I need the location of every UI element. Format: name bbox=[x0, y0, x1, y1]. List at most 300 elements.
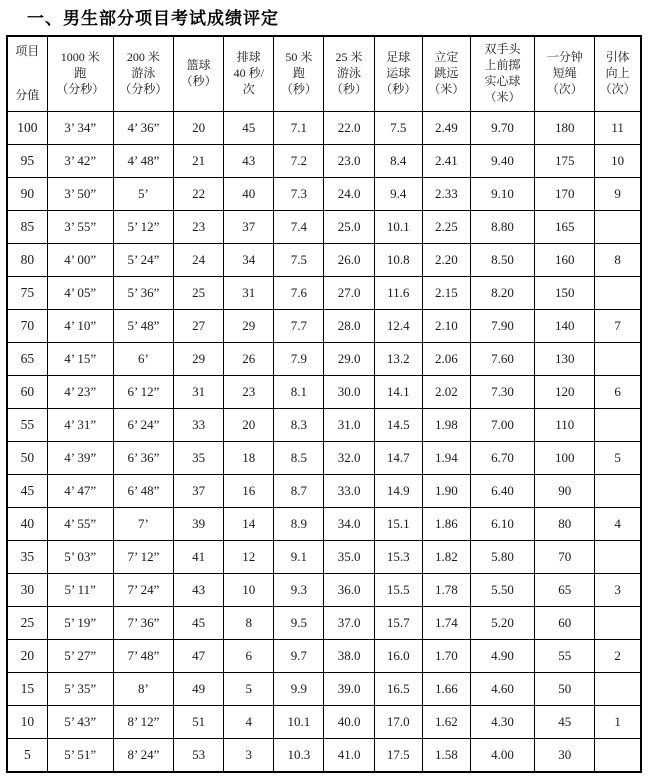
cell-run-1000m: 4’ 55” bbox=[47, 508, 113, 541]
cell-volleyball-40s: 37 bbox=[224, 211, 274, 244]
cell-volleyball-40s: 23 bbox=[224, 376, 274, 409]
column-header-line: （秒） bbox=[331, 81, 368, 96]
score-value: 15 bbox=[7, 673, 47, 706]
cell-run-1000m: 4’ 39” bbox=[47, 442, 113, 475]
cell-basketball: 35 bbox=[174, 442, 224, 475]
score-value: 80 bbox=[7, 244, 47, 277]
cell-pull-ups bbox=[595, 343, 641, 376]
cell-swim-200m: 7’ 12” bbox=[113, 541, 173, 574]
cell-swim-200m: 5’ 48” bbox=[113, 310, 173, 343]
cell-medicine-ball: 8.80 bbox=[470, 211, 534, 244]
cell-basketball: 47 bbox=[174, 640, 224, 673]
table-row bbox=[7, 574, 641, 607]
column-header-line: 次 bbox=[242, 81, 255, 96]
column-header-line: （次） bbox=[599, 81, 636, 96]
cell-football-dribble: 12.4 bbox=[374, 310, 422, 343]
cell-standing-jump: 1.62 bbox=[422, 706, 470, 739]
cell-medicine-ball: 9.70 bbox=[470, 112, 534, 145]
cell-pull-ups: 6 bbox=[595, 376, 641, 409]
cell-standing-jump: 1.70 bbox=[422, 640, 470, 673]
cell-standing-jump: 1.94 bbox=[422, 442, 470, 475]
table-row bbox=[7, 211, 641, 244]
cell-football-dribble: 14.7 bbox=[374, 442, 422, 475]
cell-basketball: 25 bbox=[174, 277, 224, 310]
cell-standing-jump: 2.33 bbox=[422, 178, 470, 211]
column-header-line: 40 秒/ bbox=[233, 66, 264, 81]
cell-medicine-ball: 7.60 bbox=[470, 343, 534, 376]
cell-run-50m: 7.3 bbox=[274, 178, 324, 211]
score-value: 95 bbox=[7, 145, 47, 178]
cell-volleyball-40s: 8 bbox=[224, 607, 274, 640]
table-row bbox=[7, 442, 641, 475]
column-header-football-dribble bbox=[374, 36, 422, 112]
cell-medicine-ball: 8.50 bbox=[470, 244, 534, 277]
cell-rope-1min: 70 bbox=[535, 541, 595, 574]
cell-swim-25m: 38.0 bbox=[324, 640, 374, 673]
cell-football-dribble: 8.4 bbox=[374, 145, 422, 178]
cell-football-dribble: 15.7 bbox=[374, 607, 422, 640]
cell-volleyball-40s: 10 bbox=[224, 574, 274, 607]
cell-standing-jump: 2.25 bbox=[422, 211, 470, 244]
cell-run-1000m: 5’ 11” bbox=[47, 574, 113, 607]
cell-swim-25m: 36.0 bbox=[324, 574, 374, 607]
cell-rope-1min: 110 bbox=[535, 409, 595, 442]
column-header-line: 1000 米 bbox=[60, 50, 100, 65]
table-row bbox=[7, 739, 641, 773]
cell-run-50m: 10.1 bbox=[274, 706, 324, 739]
score-value: 30 bbox=[7, 574, 47, 607]
cell-run-50m: 8.5 bbox=[274, 442, 324, 475]
cell-basketball: 24 bbox=[174, 244, 224, 277]
column-header-line: 实心球 bbox=[484, 74, 521, 88]
cell-basketball: 27 bbox=[174, 310, 224, 343]
cell-standing-jump: 2.06 bbox=[422, 343, 470, 376]
cell-medicine-ball: 7.00 bbox=[470, 409, 534, 442]
table-row bbox=[7, 706, 641, 739]
cell-medicine-ball: 6.40 bbox=[470, 475, 534, 508]
cell-run-1000m: 4’ 47” bbox=[47, 475, 113, 508]
cell-run-50m: 8.3 bbox=[274, 409, 324, 442]
column-header-line: 立定 bbox=[434, 50, 459, 65]
cell-run-1000m: 5’ 35” bbox=[47, 673, 113, 706]
cell-swim-25m: 24.0 bbox=[324, 178, 374, 211]
column-header-medicine-ball bbox=[470, 36, 534, 112]
cell-football-dribble: 13.2 bbox=[374, 343, 422, 376]
column-header-line: 25 米 bbox=[335, 50, 363, 65]
cell-volleyball-40s: 43 bbox=[224, 145, 274, 178]
cell-rope-1min: 65 bbox=[535, 574, 595, 607]
cell-basketball: 43 bbox=[174, 574, 224, 607]
cell-pull-ups: 9 bbox=[595, 178, 641, 211]
cell-football-dribble: 10.8 bbox=[374, 244, 422, 277]
column-header-rope-1min bbox=[535, 36, 595, 112]
column-header-basketball bbox=[174, 36, 224, 112]
cell-medicine-ball: 7.90 bbox=[470, 310, 534, 343]
column-header-line: 200 米 bbox=[126, 50, 160, 65]
table-row bbox=[7, 376, 641, 409]
cell-football-dribble: 15.1 bbox=[374, 508, 422, 541]
score-table bbox=[6, 35, 642, 773]
cell-run-1000m: 4’ 05” bbox=[47, 277, 113, 310]
corner-cell bbox=[7, 36, 47, 112]
cell-swim-200m: 6’ 48” bbox=[113, 475, 173, 508]
cell-standing-jump: 2.49 bbox=[422, 112, 470, 145]
cell-rope-1min: 170 bbox=[535, 178, 595, 211]
column-header-line: 游泳 bbox=[337, 66, 362, 81]
cell-volleyball-40s: 40 bbox=[224, 178, 274, 211]
cell-rope-1min: 180 bbox=[535, 112, 595, 145]
cell-medicine-ball: 4.30 bbox=[470, 706, 534, 739]
column-header-line: 运球 bbox=[386, 66, 411, 81]
cell-volleyball-40s: 26 bbox=[224, 343, 274, 376]
cell-rope-1min: 165 bbox=[535, 211, 595, 244]
column-header-line: （分秒） bbox=[56, 81, 105, 96]
cell-pull-ups bbox=[595, 277, 641, 310]
column-header-line: （米） bbox=[484, 89, 521, 104]
cell-rope-1min: 140 bbox=[535, 310, 595, 343]
cell-volleyball-40s: 31 bbox=[224, 277, 274, 310]
cell-pull-ups: 1 bbox=[595, 706, 641, 739]
column-header-line: （秒） bbox=[280, 81, 317, 96]
score-value: 20 bbox=[7, 640, 47, 673]
score-value: 90 bbox=[7, 178, 47, 211]
cell-run-50m: 9.3 bbox=[274, 574, 324, 607]
cell-pull-ups bbox=[595, 211, 641, 244]
cell-run-50m: 8.1 bbox=[274, 376, 324, 409]
cell-basketball: 41 bbox=[174, 541, 224, 574]
cell-volleyball-40s: 12 bbox=[224, 541, 274, 574]
cell-football-dribble: 9.4 bbox=[374, 178, 422, 211]
column-header-line: 一分钟 bbox=[546, 50, 583, 65]
cell-basketball: 31 bbox=[174, 376, 224, 409]
cell-basketball: 33 bbox=[174, 409, 224, 442]
cell-run-50m: 10.3 bbox=[274, 739, 324, 773]
cell-football-dribble: 14.1 bbox=[374, 376, 422, 409]
score-value: 65 bbox=[7, 343, 47, 376]
cell-swim-25m: 33.0 bbox=[324, 475, 374, 508]
cell-medicine-ball: 5.50 bbox=[470, 574, 534, 607]
cell-run-1000m: 4’ 10” bbox=[47, 310, 113, 343]
score-value: 5 bbox=[7, 739, 47, 773]
cell-rope-1min: 175 bbox=[535, 145, 595, 178]
column-header-line: 排球 bbox=[236, 50, 261, 65]
cell-swim-200m: 7’ 24” bbox=[113, 574, 173, 607]
cell-medicine-ball: 4.60 bbox=[470, 673, 534, 706]
column-header-line: （分秒） bbox=[119, 81, 168, 96]
cell-standing-jump: 1.58 bbox=[422, 739, 470, 773]
column-header-line: （次） bbox=[546, 81, 583, 96]
table-row bbox=[7, 409, 641, 442]
cell-basketball: 53 bbox=[174, 739, 224, 773]
cell-swim-200m: 8’ bbox=[113, 673, 173, 706]
cell-volleyball-40s: 45 bbox=[224, 112, 274, 145]
cell-pull-ups bbox=[595, 409, 641, 442]
cell-swim-200m: 5’ 36” bbox=[113, 277, 173, 310]
cell-basketball: 51 bbox=[174, 706, 224, 739]
cell-football-dribble: 17.5 bbox=[374, 739, 422, 773]
corner-item-label: 项目 bbox=[15, 44, 40, 58]
cell-swim-25m: 31.0 bbox=[324, 409, 374, 442]
cell-swim-25m: 32.0 bbox=[324, 442, 374, 475]
cell-pull-ups bbox=[595, 541, 641, 574]
cell-medicine-ball: 9.10 bbox=[470, 178, 534, 211]
column-header-line: 引体 bbox=[605, 50, 630, 65]
cell-swim-200m: 6’ 12” bbox=[113, 376, 173, 409]
column-header-line: 向上 bbox=[605, 66, 630, 81]
cell-rope-1min: 80 bbox=[535, 508, 595, 541]
cell-run-1000m: 5’ 51” bbox=[47, 739, 113, 773]
cell-pull-ups bbox=[595, 673, 641, 706]
cell-swim-200m: 6’ bbox=[113, 343, 173, 376]
cell-run-1000m: 3’ 42” bbox=[47, 145, 113, 178]
cell-run-50m: 7.6 bbox=[274, 277, 324, 310]
cell-rope-1min: 150 bbox=[535, 277, 595, 310]
cell-volleyball-40s: 29 bbox=[224, 310, 274, 343]
cell-football-dribble: 16.5 bbox=[374, 673, 422, 706]
cell-rope-1min: 55 bbox=[535, 640, 595, 673]
table-row bbox=[7, 508, 641, 541]
cell-pull-ups: 10 bbox=[595, 145, 641, 178]
cell-medicine-ball: 4.00 bbox=[470, 739, 534, 773]
cell-volleyball-40s: 14 bbox=[224, 508, 274, 541]
cell-swim-25m: 26.0 bbox=[324, 244, 374, 277]
cell-run-1000m: 4’ 23” bbox=[47, 376, 113, 409]
cell-standing-jump: 1.74 bbox=[422, 607, 470, 640]
cell-football-dribble: 7.5 bbox=[374, 112, 422, 145]
cell-medicine-ball: 5.20 bbox=[470, 607, 534, 640]
cell-swim-200m: 6’ 36” bbox=[113, 442, 173, 475]
column-header-line: 篮球 bbox=[186, 58, 211, 73]
cell-run-50m: 8.9 bbox=[274, 508, 324, 541]
cell-rope-1min: 120 bbox=[535, 376, 595, 409]
cell-run-1000m: 3’ 50” bbox=[47, 178, 113, 211]
cell-rope-1min: 30 bbox=[535, 739, 595, 773]
cell-swim-200m: 7’ 48” bbox=[113, 640, 173, 673]
cell-pull-ups: 2 bbox=[595, 640, 641, 673]
cell-standing-jump: 1.78 bbox=[422, 574, 470, 607]
score-value: 50 bbox=[7, 442, 47, 475]
page-title: 一、男生部分项目考试成绩评定 bbox=[27, 9, 279, 29]
cell-standing-jump: 2.15 bbox=[422, 277, 470, 310]
cell-swim-200m: 8’ 24” bbox=[113, 739, 173, 773]
cell-basketball: 22 bbox=[174, 178, 224, 211]
cell-swim-25m: 37.0 bbox=[324, 607, 374, 640]
cell-pull-ups bbox=[595, 475, 641, 508]
column-header-line: 50 米 bbox=[285, 50, 313, 65]
cell-basketball: 45 bbox=[174, 607, 224, 640]
cell-swim-25m: 23.0 bbox=[324, 145, 374, 178]
cell-standing-jump: 1.98 bbox=[422, 409, 470, 442]
table-row bbox=[7, 310, 641, 343]
column-header-line: （米） bbox=[428, 81, 465, 96]
cell-swim-200m: 5’ 12” bbox=[113, 211, 173, 244]
column-header-run-1000m bbox=[47, 36, 113, 112]
cell-swim-25m: 34.0 bbox=[324, 508, 374, 541]
cell-pull-ups bbox=[595, 607, 641, 640]
cell-standing-jump: 2.10 bbox=[422, 310, 470, 343]
cell-standing-jump: 2.02 bbox=[422, 376, 470, 409]
cell-volleyball-40s: 6 bbox=[224, 640, 274, 673]
table-row bbox=[7, 343, 641, 376]
score-value: 55 bbox=[7, 409, 47, 442]
cell-run-1000m: 4’ 00” bbox=[47, 244, 113, 277]
cell-volleyball-40s: 20 bbox=[224, 409, 274, 442]
column-header-line: 足球 bbox=[386, 50, 411, 65]
cell-run-50m: 7.7 bbox=[274, 310, 324, 343]
cell-run-50m: 9.9 bbox=[274, 673, 324, 706]
column-header-line: 双手头 bbox=[484, 42, 521, 57]
cell-pull-ups: 3 bbox=[595, 574, 641, 607]
cell-swim-200m: 8’ 12” bbox=[113, 706, 173, 739]
cell-swim-25m: 41.0 bbox=[324, 739, 374, 773]
column-header-swim-25m bbox=[324, 36, 374, 112]
column-header-standing-jump bbox=[422, 36, 470, 112]
cell-volleyball-40s: 34 bbox=[224, 244, 274, 277]
cell-rope-1min: 60 bbox=[535, 607, 595, 640]
cell-football-dribble: 16.0 bbox=[374, 640, 422, 673]
column-header-line: （秒） bbox=[380, 81, 417, 96]
cell-run-50m: 7.5 bbox=[274, 244, 324, 277]
cell-football-dribble: 15.3 bbox=[374, 541, 422, 574]
cell-standing-jump: 1.66 bbox=[422, 673, 470, 706]
cell-run-1000m: 5’ 43” bbox=[47, 706, 113, 739]
cell-run-50m: 9.7 bbox=[274, 640, 324, 673]
cell-pull-ups bbox=[595, 739, 641, 773]
cell-swim-200m: 5’ 24” bbox=[113, 244, 173, 277]
score-value: 25 bbox=[7, 607, 47, 640]
header-row bbox=[7, 36, 641, 112]
cell-run-50m: 9.5 bbox=[274, 607, 324, 640]
cell-standing-jump: 1.82 bbox=[422, 541, 470, 574]
cell-rope-1min: 90 bbox=[535, 475, 595, 508]
cell-standing-jump: 2.20 bbox=[422, 244, 470, 277]
cell-run-50m: 8.7 bbox=[274, 475, 324, 508]
column-header-line: 游泳 bbox=[131, 66, 156, 81]
table-row bbox=[7, 277, 641, 310]
cell-medicine-ball: 8.20 bbox=[470, 277, 534, 310]
score-value: 70 bbox=[7, 310, 47, 343]
cell-swim-25m: 29.0 bbox=[324, 343, 374, 376]
cell-run-1000m: 4’ 31” bbox=[47, 409, 113, 442]
cell-volleyball-40s: 4 bbox=[224, 706, 274, 739]
cell-swim-200m: 7’ 36” bbox=[113, 607, 173, 640]
cell-run-1000m: 3’ 34” bbox=[47, 112, 113, 145]
table-row bbox=[7, 178, 641, 211]
table-row bbox=[7, 475, 641, 508]
cell-run-50m: 7.1 bbox=[274, 112, 324, 145]
cell-swim-200m: 6’ 24” bbox=[113, 409, 173, 442]
cell-run-1000m: 5’ 03” bbox=[47, 541, 113, 574]
cell-swim-200m: 4’ 48” bbox=[113, 145, 173, 178]
cell-medicine-ball: 4.90 bbox=[470, 640, 534, 673]
column-header-volleyball-40s bbox=[224, 36, 274, 112]
cell-run-50m: 7.4 bbox=[274, 211, 324, 244]
cell-rope-1min: 160 bbox=[535, 244, 595, 277]
score-value: 45 bbox=[7, 475, 47, 508]
cell-football-dribble: 17.0 bbox=[374, 706, 422, 739]
table-row bbox=[7, 112, 641, 145]
cell-volleyball-40s: 18 bbox=[224, 442, 274, 475]
cell-basketball: 21 bbox=[174, 145, 224, 178]
table-row bbox=[7, 145, 641, 178]
cell-standing-jump: 1.86 bbox=[422, 508, 470, 541]
cell-rope-1min: 45 bbox=[535, 706, 595, 739]
column-header-pull-ups bbox=[595, 36, 641, 112]
cell-football-dribble: 15.5 bbox=[374, 574, 422, 607]
cell-pull-ups: 5 bbox=[595, 442, 641, 475]
cell-medicine-ball: 9.40 bbox=[470, 145, 534, 178]
cell-swim-25m: 27.0 bbox=[324, 277, 374, 310]
cell-medicine-ball: 7.30 bbox=[470, 376, 534, 409]
cell-football-dribble: 10.1 bbox=[374, 211, 422, 244]
cell-pull-ups: 11 bbox=[595, 112, 641, 145]
cell-run-1000m: 5’ 27” bbox=[47, 640, 113, 673]
cell-run-50m: 7.9 bbox=[274, 343, 324, 376]
cell-swim-25m: 25.0 bbox=[324, 211, 374, 244]
table-row bbox=[7, 640, 641, 673]
table-body bbox=[7, 112, 641, 773]
table-header bbox=[7, 36, 641, 112]
cell-swim-25m: 40.0 bbox=[324, 706, 374, 739]
cell-pull-ups: 7 bbox=[595, 310, 641, 343]
column-header-line: 跑 bbox=[74, 66, 87, 81]
cell-swim-25m: 28.0 bbox=[324, 310, 374, 343]
column-header-line: 跳远 bbox=[434, 66, 459, 81]
cell-football-dribble: 14.9 bbox=[374, 475, 422, 508]
cell-basketball: 29 bbox=[174, 343, 224, 376]
table-row bbox=[7, 244, 641, 277]
cell-run-1000m: 4’ 15” bbox=[47, 343, 113, 376]
cell-basketball: 23 bbox=[174, 211, 224, 244]
column-header-swim-200m bbox=[113, 36, 173, 112]
cell-swim-25m: 39.0 bbox=[324, 673, 374, 706]
cell-swim-25m: 22.0 bbox=[324, 112, 374, 145]
cell-rope-1min: 50 bbox=[535, 673, 595, 706]
cell-medicine-ball: 6.10 bbox=[470, 508, 534, 541]
table-row bbox=[7, 607, 641, 640]
cell-swim-200m: 7’ bbox=[113, 508, 173, 541]
cell-medicine-ball: 6.70 bbox=[470, 442, 534, 475]
score-value: 100 bbox=[7, 112, 47, 145]
cell-standing-jump: 1.90 bbox=[422, 475, 470, 508]
cell-volleyball-40s: 16 bbox=[224, 475, 274, 508]
score-value: 60 bbox=[7, 376, 47, 409]
column-header-line: 跑 bbox=[292, 66, 305, 81]
cell-swim-25m: 35.0 bbox=[324, 541, 374, 574]
cell-swim-200m: 5’ bbox=[113, 178, 173, 211]
cell-pull-ups: 4 bbox=[595, 508, 641, 541]
score-value: 40 bbox=[7, 508, 47, 541]
cell-basketball: 20 bbox=[174, 112, 224, 145]
column-header-run-50m bbox=[274, 36, 324, 112]
corner-score-label: 分值 bbox=[15, 88, 40, 103]
cell-basketball: 37 bbox=[174, 475, 224, 508]
cell-volleyball-40s: 5 bbox=[224, 673, 274, 706]
cell-volleyball-40s: 3 bbox=[224, 739, 274, 773]
cell-pull-ups: 8 bbox=[595, 244, 641, 277]
cell-rope-1min: 130 bbox=[535, 343, 595, 376]
cell-run-50m: 7.2 bbox=[274, 145, 324, 178]
score-value: 10 bbox=[7, 706, 47, 739]
score-value: 85 bbox=[7, 211, 47, 244]
cell-football-dribble: 11.6 bbox=[374, 277, 422, 310]
cell-basketball: 49 bbox=[174, 673, 224, 706]
score-value: 35 bbox=[7, 541, 47, 574]
cell-swim-200m: 4’ 36” bbox=[113, 112, 173, 145]
cell-run-1000m: 3’ 55” bbox=[47, 211, 113, 244]
cell-rope-1min: 100 bbox=[535, 442, 595, 475]
cell-run-1000m: 5’ 19” bbox=[47, 607, 113, 640]
